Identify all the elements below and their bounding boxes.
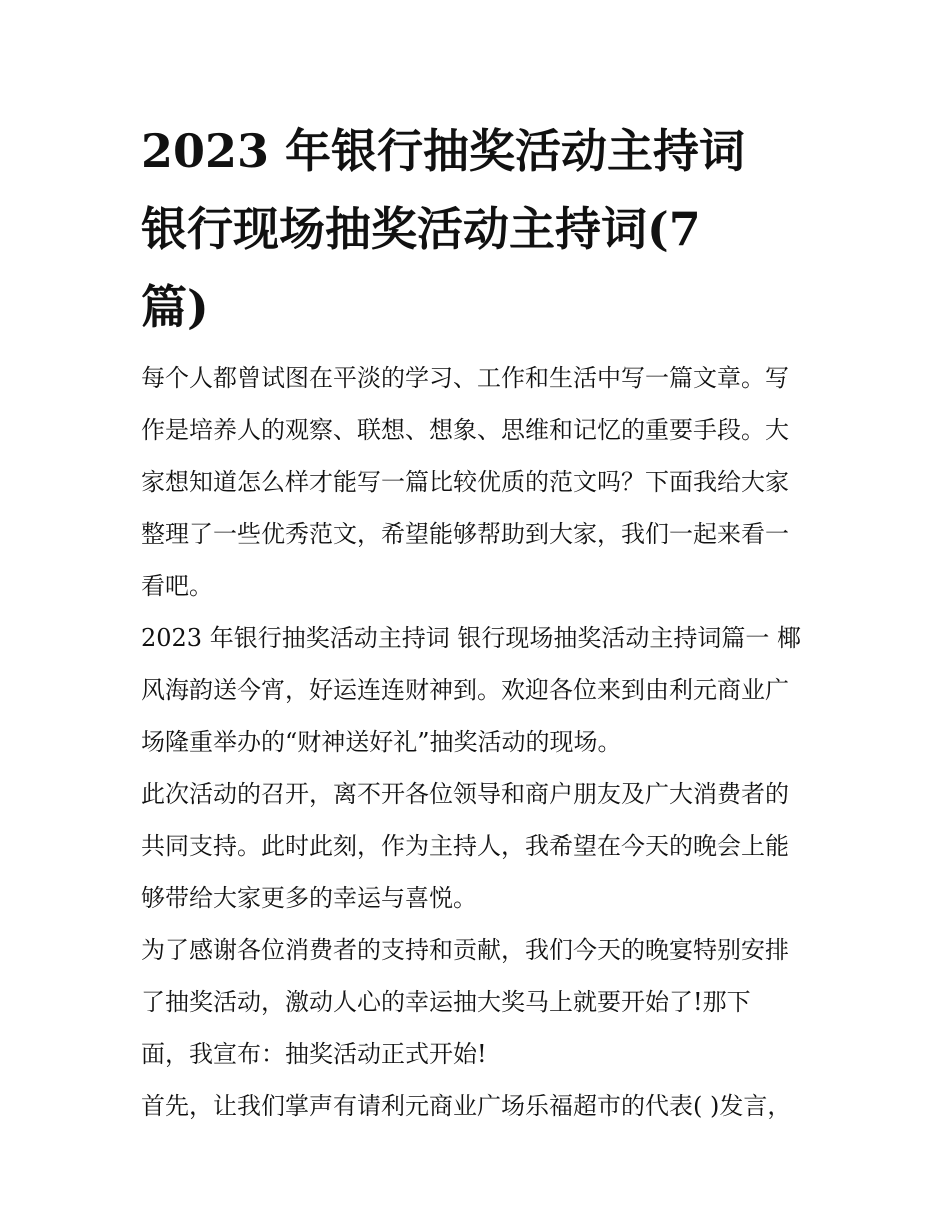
document-body (141, 352, 821, 1132)
document-title (141, 112, 821, 346)
paragraph-section-one (141, 612, 821, 768)
title-line: 2023 年银行抽奖活动主持词 (141, 124, 746, 178)
text-line: 看吧。 (141, 572, 213, 600)
text-line: 风海韵送今宵，好运连连财神到。欢迎各位来到由利元商业广 (141, 676, 789, 704)
text-line: 共同支持。此时此刻，作为主持人，我希望在今天的晚会上能 (141, 832, 789, 860)
text-line: 了抽奖活动，激动人心的幸运抽大奖马上就要开始了!那下 (141, 988, 751, 1016)
text-line: 此次活动的召开，离不开各位领导和商户朋友及广大消费者的 (141, 780, 789, 808)
paragraph-lottery (141, 924, 821, 1080)
title-line: 篇) (141, 280, 209, 334)
text-line: 够带给大家更多的幸运与喜悦。 (141, 884, 477, 912)
title-line: 银行现场抽奖活动主持词(7 (141, 202, 701, 256)
text-line: 整理了一些优秀范文，希望能够帮助到大家，我们一起来看一 (141, 520, 789, 548)
text-line: 每个人都曾试图在平淡的学习、工作和生活中写一篇文章。写 (141, 364, 789, 392)
text-line: 场隆重举办的“财神送好礼”抽奖活动的现场。 (141, 728, 622, 756)
text-line: 面，我宣布：抽奖活动正式开始! (141, 1040, 487, 1068)
paragraph-support (141, 768, 821, 924)
text-line: 为了感谢各位消费者的支持和贡献，我们今天的晚宴特别安排 (141, 936, 789, 964)
text-line: 2023 年银行抽奖活动主持词 银行现场抽奖活动主持词篇一 椰 (141, 624, 801, 652)
text-line: 首先，让我们掌声有请利元商业广场乐福超市的代表( )发言， (141, 1092, 792, 1120)
paragraph-intro (141, 352, 821, 612)
paragraph-speech (141, 1080, 821, 1132)
text-line: 作是培养人的观察、联想、想象、思维和记忆的重要手段。大 (141, 416, 789, 444)
text-line: 家想知道怎么样才能写一篇比较优质的范文吗？下面我给大家 (141, 468, 789, 496)
